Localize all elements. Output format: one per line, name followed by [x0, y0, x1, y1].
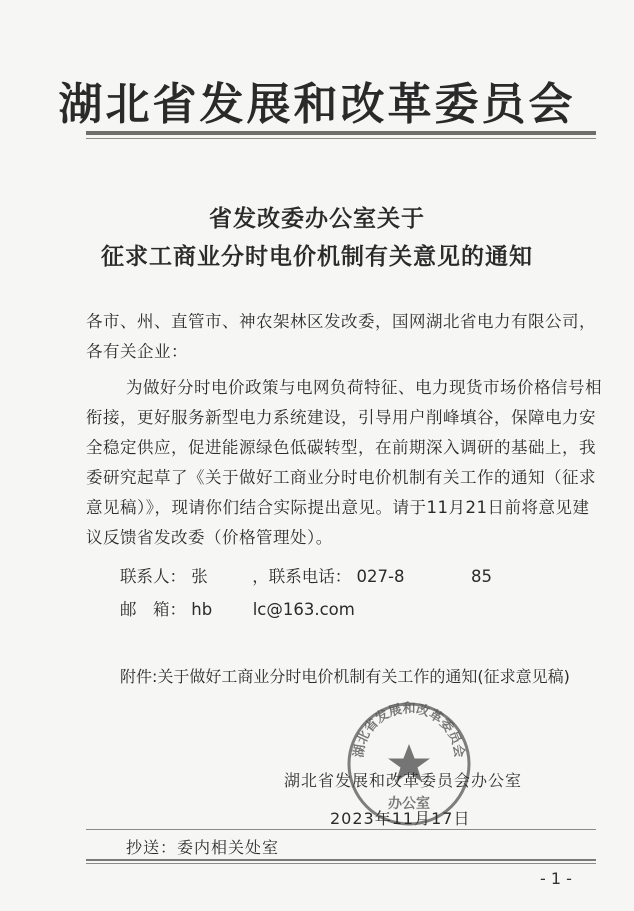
cc-rule-bottom — [86, 859, 596, 861]
document-title-line2: 征求工商业分时电价机制有关意见的通知 — [101, 244, 533, 270]
body-paragraph-text: 为做好分时电价政策与电网负荷特征、电力现货市场价格信号相衔接，更好服务新型电力系统建设，引导用户削峰填谷，保障电力安全稳定供应，促进能源绿色低碳转型，在前期深入调研的基础上，我委研究起草了《关于做好工商业分时电价机制有关工作的通知（征求意见稿）》，现请你们结合实际提出意见。请于11月21日前将意见建议反馈省发改委（价格管理处）。 — [86, 378, 602, 547]
email-label: 邮 箱： — [120, 600, 186, 619]
signature-date: 2023年11月17日 — [330, 809, 471, 828]
signature-organization: 湖北省发展和改革委员会办公室 — [284, 771, 523, 790]
attachment-note: 附件:关于做好工商业分时电价机制有关工作的通知(征求意见稿) — [120, 667, 570, 686]
letterhead-rule-thick — [86, 131, 596, 135]
document-title-line1: 省发改委办公室关于 — [209, 206, 425, 232]
contact-line — [120, 563, 492, 587]
cc-line: 抄送：委内相关处室 — [126, 838, 280, 857]
cc-rule-bottom-thin — [86, 863, 596, 864]
agency-letterhead: 湖北省发展和改革委员会 — [58, 79, 576, 130]
seal-ring-text: 湖北省发展和改革委员会 — [351, 701, 467, 759]
contact-name: 张 — [191, 567, 208, 586]
email-user: hb — [191, 600, 213, 619]
page-number: - 1 - — [540, 869, 572, 888]
seal-bottom-text: 办公室 — [388, 796, 430, 812]
phone-label: ，联系电话： — [252, 567, 352, 586]
addressee: 各市、州、直管市、神农架林区发改委，国网湖北省电力有限公司，各有关企业： — [86, 312, 596, 361]
letterhead-rule-thin — [86, 138, 596, 139]
email-domain: lc@163.com — [252, 600, 355, 619]
phone-prefix: 027-8 — [356, 567, 405, 586]
contact-label: 联系人： — [120, 567, 186, 586]
phone-suffix: 85 — [470, 567, 492, 586]
body-paragraph — [86, 373, 606, 553]
cc-rule-top — [86, 829, 596, 830]
email-line — [120, 596, 355, 620]
